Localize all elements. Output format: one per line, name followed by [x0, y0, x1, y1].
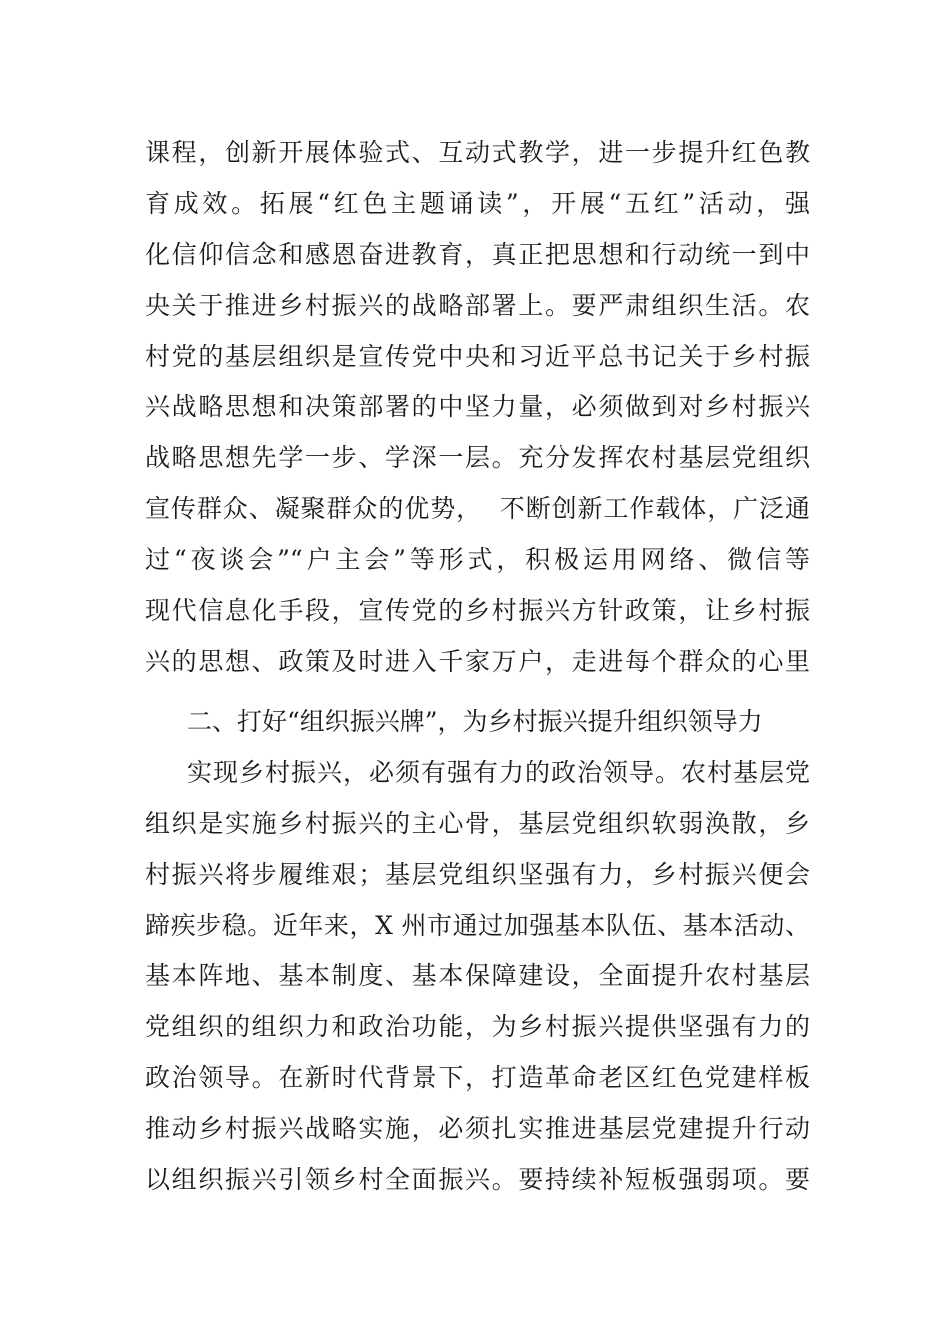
section-heading: 二、打好“组织振兴牌”，为乡村振兴提升组织领导力 — [187, 707, 763, 736]
text-line: 过“夜谈会”“户主会”等形式，积极运用网络、微信等 — [145, 545, 810, 575]
text-line: 课程，创新开展体验式、互动式教学，进一步提升红色教 — [145, 138, 810, 167]
text-line: 组织是实施乡村振兴的主心骨，基层党组织软弱涣散，乡 — [145, 808, 810, 838]
text-line: 兴战略思想和决策部署的中坚力量，必须做到对乡村振兴 — [145, 392, 810, 422]
section-two — [145, 697, 810, 1206]
text-line: 推动乡村振兴战略实施，必须扎实推进基层党建提升行动 — [145, 1114, 810, 1144]
text-line: 村党的基层组织是宣传党中央和习近平总书记关于乡村振 — [145, 341, 810, 371]
text-line: 以组织振兴引领乡村全面振兴。要持续补短板强弱项。要 — [145, 1165, 810, 1195]
text-line: 育成效。拓展“红色主题诵读”，开展“五红”活动，强 — [145, 188, 810, 218]
text-line: 兴的思想、政策及时进入千家万户，走进每个群众的心里 — [145, 646, 810, 676]
text-line: 村振兴将步履维艰；基层党组织坚强有力，乡村振兴便会 — [145, 859, 810, 889]
text-line: 基本阵地、基本制度、基本保障建设，全面提升农村基层 — [145, 961, 810, 991]
text-line: 蹄疾步稳。近年来，X 州市通过加强基本队伍、基本活动、 — [145, 910, 810, 940]
text-line: 宣传群众、凝聚群众的优势， 不断创新工作载体，广泛通 — [145, 494, 810, 524]
text-line: 战略思想先学一步、学深一层。充分发挥农村基层党组织 — [145, 443, 810, 473]
text-line: 现代信息化手段，宣传党的乡村振兴方针政策，让乡村振 — [145, 596, 810, 626]
text-line: 党组织的组织力和政治功能，为乡村振兴提供坚强有力的 — [145, 1012, 810, 1042]
text-line: 实现乡村振兴，必须有强有力的政治领导。农村基层党 — [187, 757, 810, 787]
paragraph-continued — [145, 128, 810, 688]
text-line: 政治领导。在新时代背景下，打造革命老区红色党建样板 — [145, 1063, 810, 1093]
text-line: 化信仰信念和感恩奋进教育，真正把思想和行动统一到中 — [145, 239, 810, 269]
text-line: 央关于推进乡村振兴的战略部署上。要严肃组织生活。农 — [145, 290, 810, 320]
